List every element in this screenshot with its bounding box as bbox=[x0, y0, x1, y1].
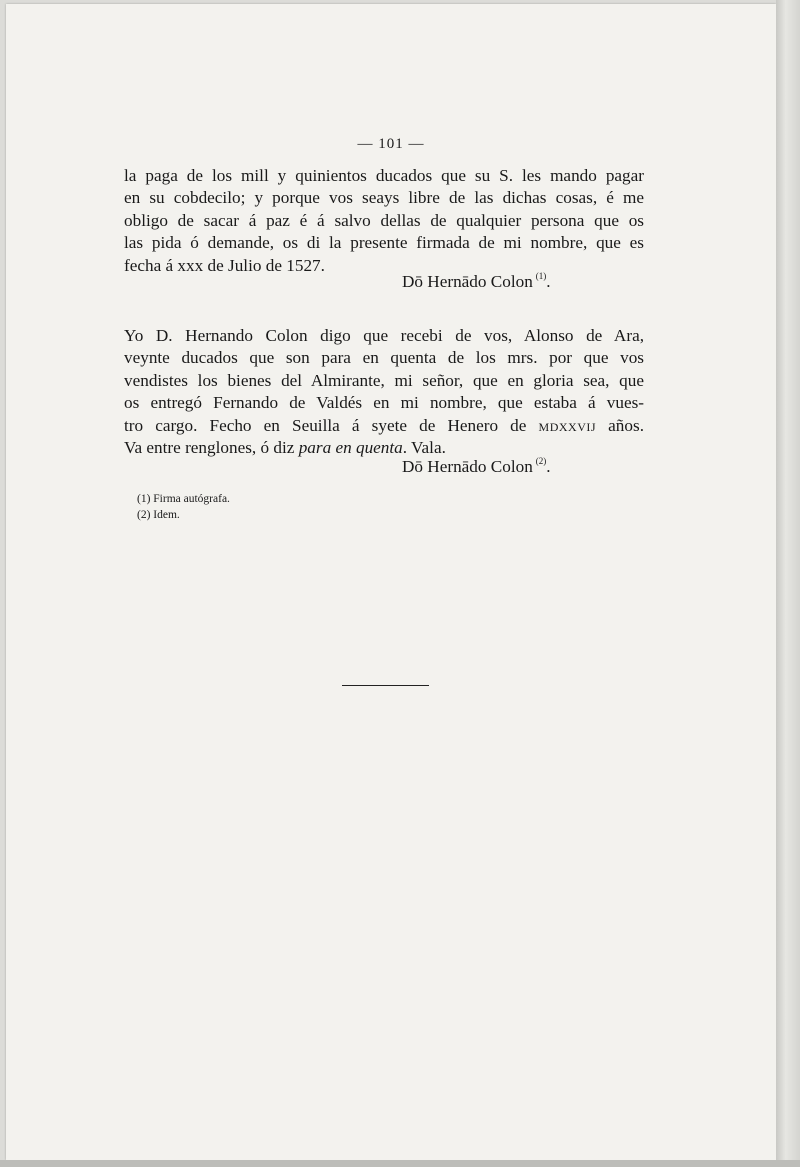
text-line: veynte ducados que son para en quenta de los mrs. por que vos bbox=[124, 348, 644, 368]
text-line: vendistes los bienes del Almirante, mi señor, que en gloria sea, que bbox=[124, 370, 644, 390]
page-edge-bottom bbox=[0, 1160, 800, 1167]
footnote-ref-2: (2) bbox=[535, 456, 547, 466]
roman-year: mdxxvij bbox=[538, 415, 597, 435]
text-line: las pida ó demande, os di la presente firmada de mi nombre, que es bbox=[124, 233, 644, 253]
text-line: Yo D. Hernando Colon digo que recebi de vos, Alonso de Ara, bbox=[124, 326, 644, 345]
signature-2: Dō Hernādo Colon $^{(2)}$. bbox=[402, 456, 551, 476]
page-edge-right bbox=[776, 0, 800, 1167]
book-page bbox=[6, 4, 776, 1160]
text-line: fecha á xxx de Julio de 1527. bbox=[124, 255, 325, 275]
italic-phrase: para en quenta bbox=[298, 438, 403, 458]
footnotes bbox=[137, 491, 230, 523]
paragraph-receipt bbox=[124, 325, 644, 459]
signature-text: Dō Hernādo Colon bbox=[402, 457, 533, 476]
text-line: la paga de los mill y quinientos ducados que su S. les mando pagar bbox=[124, 166, 644, 185]
end-rule bbox=[342, 685, 429, 686]
footnote-2: (2) Idem. bbox=[137, 509, 180, 521]
text-line: os entregó Fernando de Valdés en mi nombre, que estaba á vues- bbox=[124, 393, 644, 413]
signature-text: Dō Hernādo Colon bbox=[402, 272, 533, 291]
text-line: en su cobdecilo; y porque vos seays libre de las dichas cosas, é me bbox=[124, 188, 644, 208]
footnote-1: (1) Firma autógrafa. bbox=[137, 493, 230, 505]
text-line: tro cargo. Fecho en Seuilla á syete de Henero de mdxxvij años. bbox=[124, 415, 644, 435]
text-line: obligo de sacar á paz é á salvo dellas de qualquier persona que os bbox=[124, 210, 644, 230]
paragraph-letter-body bbox=[124, 165, 644, 277]
signature-1: Dō Hernādo Colon $^{(1)}$. bbox=[402, 271, 551, 291]
page-number: — 101 — bbox=[357, 136, 425, 152]
text-line: Va entre renglones, ó diz para en quenta. Vala. bbox=[124, 438, 446, 458]
footnote-ref-1: (1) bbox=[535, 271, 547, 281]
